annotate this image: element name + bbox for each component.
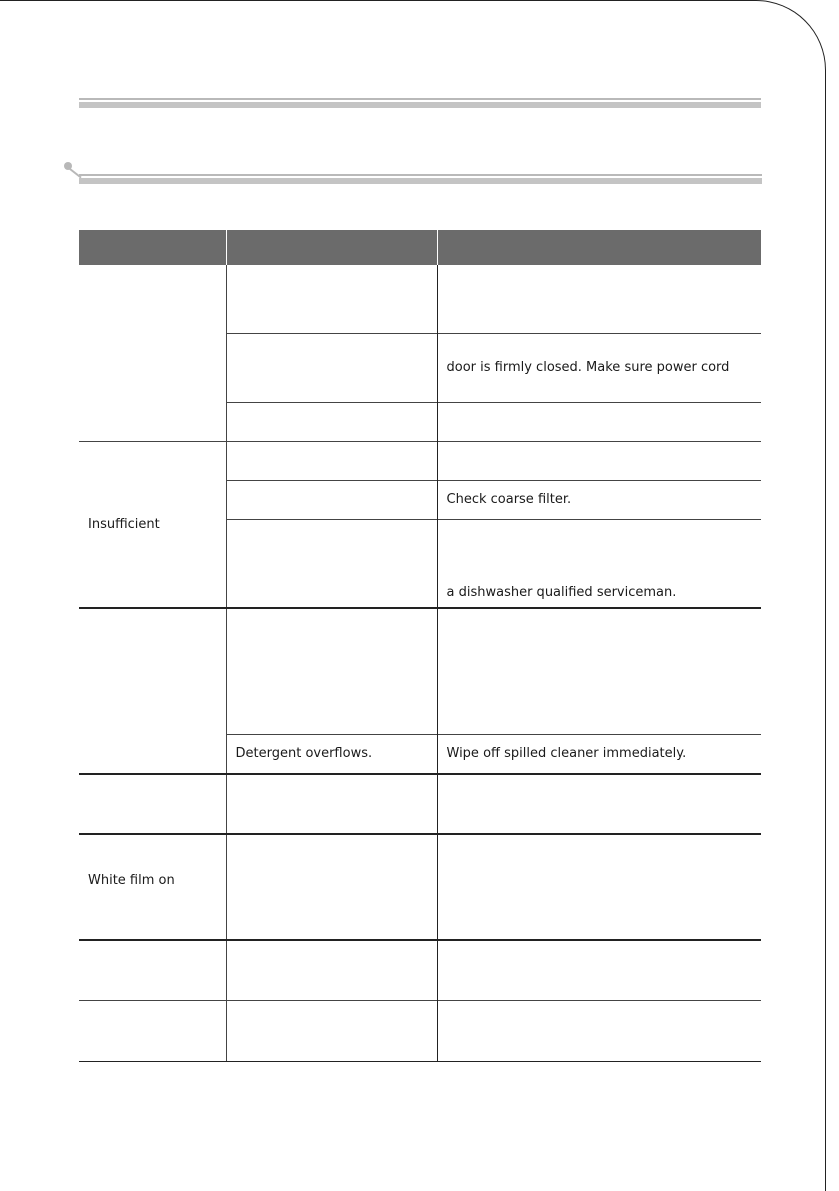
- cause-cell: [226, 265, 437, 333]
- solution-text: Wipe off spilled cleaner immediately.: [446, 746, 687, 762]
- solution-cell: [437, 333, 761, 402]
- cause-cell: [226, 940, 437, 1000]
- solution-cell: [437, 1000, 761, 1061]
- header-rule-thin: [79, 98, 761, 100]
- header-rule: [79, 98, 761, 110]
- cause-cell: [226, 774, 437, 834]
- table-row: [79, 834, 761, 940]
- table-row: [79, 265, 761, 333]
- problem-text: Insufficient: [88, 516, 160, 532]
- solution-cell: [437, 608, 761, 734]
- table-header-row: [79, 230, 761, 265]
- cause-cell: [226, 834, 437, 940]
- troubleshooting-table: [79, 230, 761, 1062]
- cause-cell: [226, 402, 437, 441]
- solution-cell: [437, 834, 761, 940]
- problem-cell: [79, 774, 226, 834]
- table-row: [79, 940, 761, 1000]
- solution-cell: [437, 519, 761, 608]
- solution-cell: [437, 774, 761, 834]
- problem-text: White film on: [88, 873, 175, 888]
- solution-text: a dishwasher qualified serviceman.: [446, 585, 677, 600]
- section-rule: [62, 160, 762, 186]
- solution-cell: [437, 402, 761, 441]
- solution-cell: [437, 441, 761, 480]
- header-cause: [226, 230, 437, 265]
- solution-cell: [437, 480, 761, 519]
- solution-text: door is firmly closed. Make sure power cord: [446, 360, 730, 375]
- solution-cell: [437, 265, 761, 333]
- table-row: [79, 774, 761, 834]
- solution-cell: [437, 940, 761, 1000]
- problem-cell: [79, 265, 226, 441]
- problem-cell: [79, 608, 226, 774]
- problem-cell: [79, 1000, 226, 1061]
- cause-cell: [226, 608, 437, 734]
- problem-cell: [79, 834, 226, 940]
- cause-cell: [226, 480, 437, 519]
- cause-text: Detergent overflows.: [235, 746, 373, 762]
- cause-cell: [226, 734, 437, 774]
- section-rule-thick: [79, 178, 762, 184]
- table-row: [79, 1000, 761, 1061]
- header-solution: [437, 230, 761, 265]
- solution-text: Check coarse filter.: [446, 492, 572, 507]
- problem-cell: [79, 940, 226, 1000]
- cause-cell: [226, 441, 437, 480]
- problem-cell: [79, 441, 226, 608]
- section-rule-thin: [79, 174, 762, 176]
- cause-cell: [226, 333, 437, 402]
- header-rule-thick: [79, 102, 761, 108]
- cause-cell: [226, 1000, 437, 1061]
- table-row: [79, 608, 761, 734]
- cause-cell: [226, 519, 437, 608]
- table-row: [79, 441, 761, 480]
- solution-cell: [437, 734, 761, 774]
- header-problem: [79, 230, 226, 265]
